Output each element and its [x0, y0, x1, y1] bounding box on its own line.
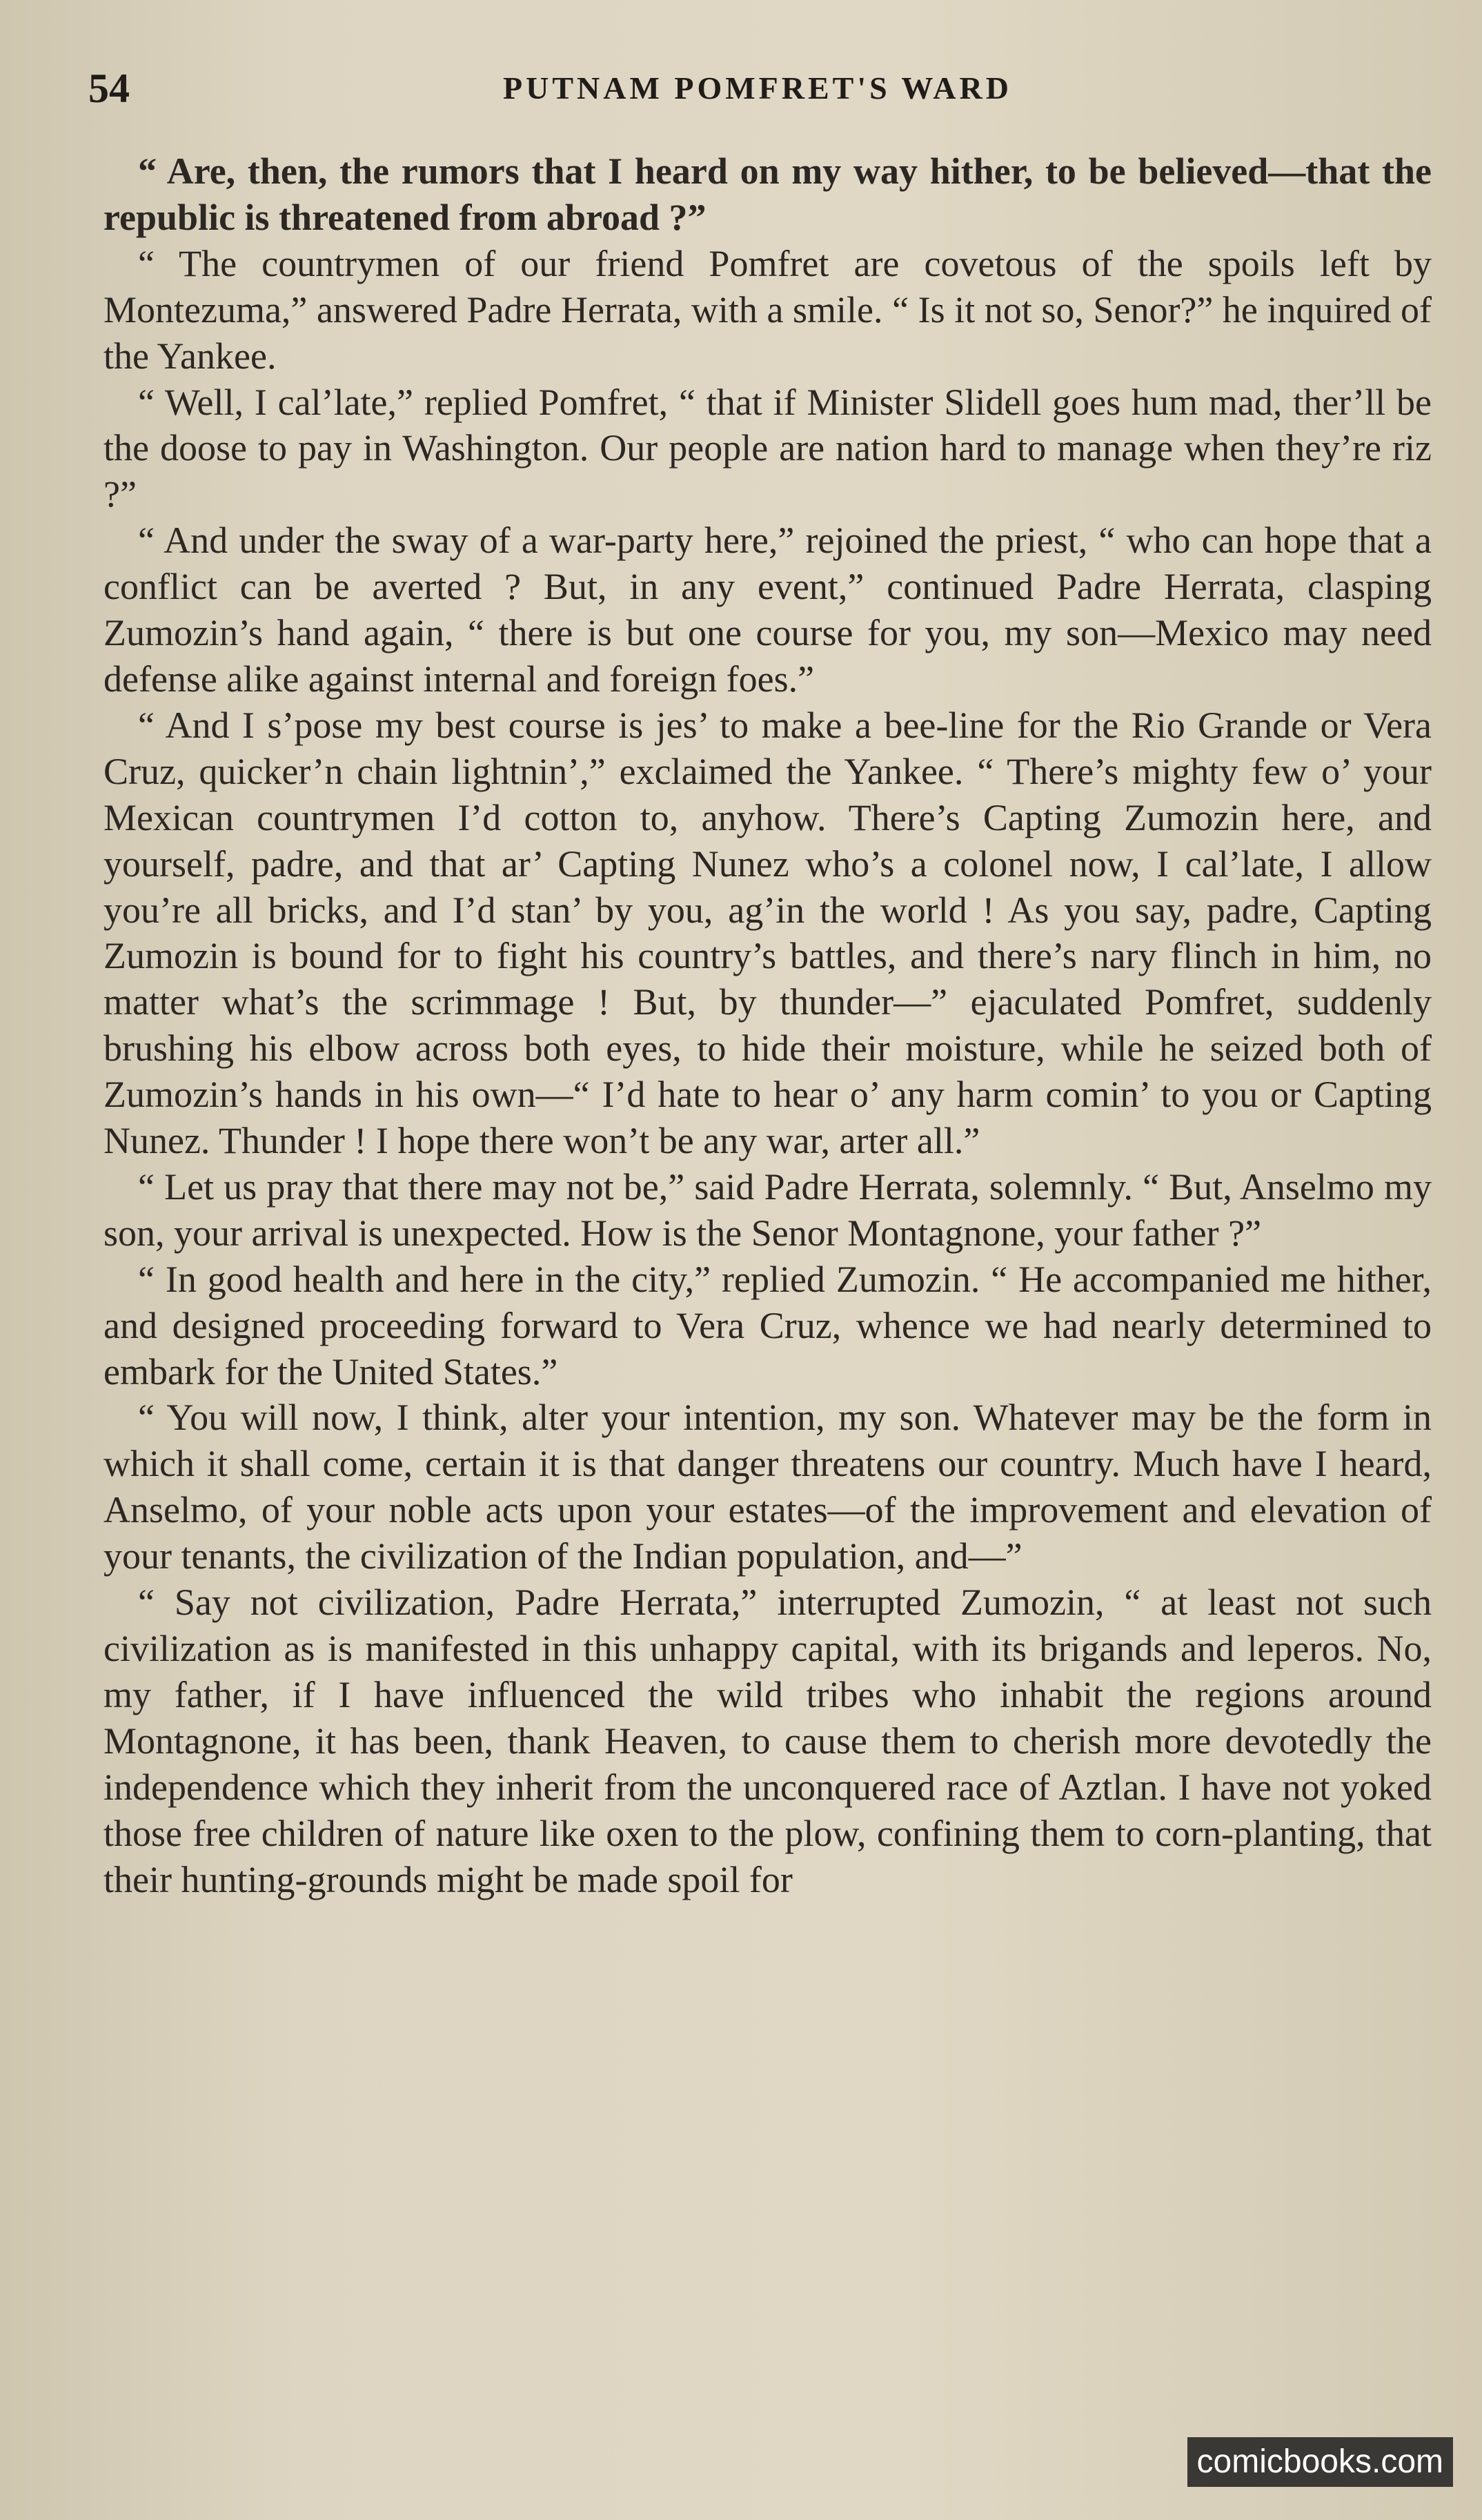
paragraph: “ And I s’pose my best course is jes’ to make a bee-line for the Rio Grande or Vera Cruz, quicker’n chain lightnin’,” exclaimed the Yankee. “ There’s mighty few o’ your Mexican countrymen I’d cotton to, anyhow. There’s Capting Zumozin here, and yourself, padre, and that ar’ Capting Nunez who’s a colonel now, I cal’late, I allow you’re all bricks, and I’d stan’ by you, ag’in the world ! As you say, padre, Capting Zumozin is bound for to fight his country’s battles, and there’s nary flinch in him, no matter what’s the scrimmage ! But, by thunder—” ejaculated Pomfret, suddenly brushing his elbow across both eyes, to hide their moisture, while he seized both of Zumozin’s hands in his own—“ I’d hate to hear o’ any harm comin’ to you or Capting Nunez. Thunder ! I hope there won’t be any war, arter all.” [103, 704, 1432, 1162]
paragraph: “ Let us pray that there may not be,” said Padre Herrata, solemnly. “ But, Anselmo my son, your arrival is unexpected. How is the Senor Montagnone, your father ?” [103, 1165, 1432, 1254]
paragraph: “ Say not civilization, Padre Herrata,” interrupted Zumozin, “ at least not such civilization as is manifested in this unhappy capital, with its brigands and leperos. No, my father, if I have influenced the wild tribes who inhabit the regions around Montagnone, it has been, thank Heaven, to cause them to cherish more devotedly the independence which they inherit from the unconquered race of Aztlan. I have not yoked those free children of nature like oxen to the plow, confining them to corn-planting, that their hunting-grounds might be made spoil for [103, 1582, 1432, 1900]
page-header [88, 61, 1427, 116]
running-head: PUTNAM POMFRET'S WARD [503, 70, 1012, 106]
body-text [103, 148, 1432, 1902]
watermark: comicbooks.com [1187, 2437, 1453, 2487]
paragraph: “ In good health and here in the city,” replied Zumozin. “ He accompanied me hither, and designed proceeding forward to Vera Cruz, whence we had nearly determined to embark for the United States.” [103, 1258, 1432, 1392]
paragraph: “ And under the sway of a war-party here,” rejoined the priest, “ who can hope that a conflict can be averted ? But, in any event,” continued Padre Herrata, clasping Zumozin’s hand again, “ there is but one course for you, my son—Mexico may need defense alike against internal and foreign foes.” [103, 520, 1432, 700]
paragraph: “ The countrymen of our friend Pomfret are covetous of the spoils left by Montezuma,” answered Padre Herrata, with a smile. “ Is it not so, Senor?” he inquired of the Yankee. [103, 242, 1432, 377]
paragraph: “ Are, then, the rumors that I heard on my way hither, to be believed—that the republic is threatened from abroad ?” [103, 150, 1432, 238]
paragraph: “ Well, I cal’late,” replied Pomfret, “ that if Minister Slidell goes hum mad, ther’ll be the doose to pay in Washington. Our people are nation hard to manage when they’re riz ?” [103, 381, 1432, 515]
page-number: 54 [88, 66, 130, 111]
paragraph: “ You will now, I think, alter your intention, my son. Whatever may be the form in which it shall come, certain it is that danger threatens our country. Much have I heard, Anselmo, of your noble acts upon your estates—of the improvement and elevation of your tenants, the civilization of the Indian population, and—” [103, 1397, 1432, 1577]
